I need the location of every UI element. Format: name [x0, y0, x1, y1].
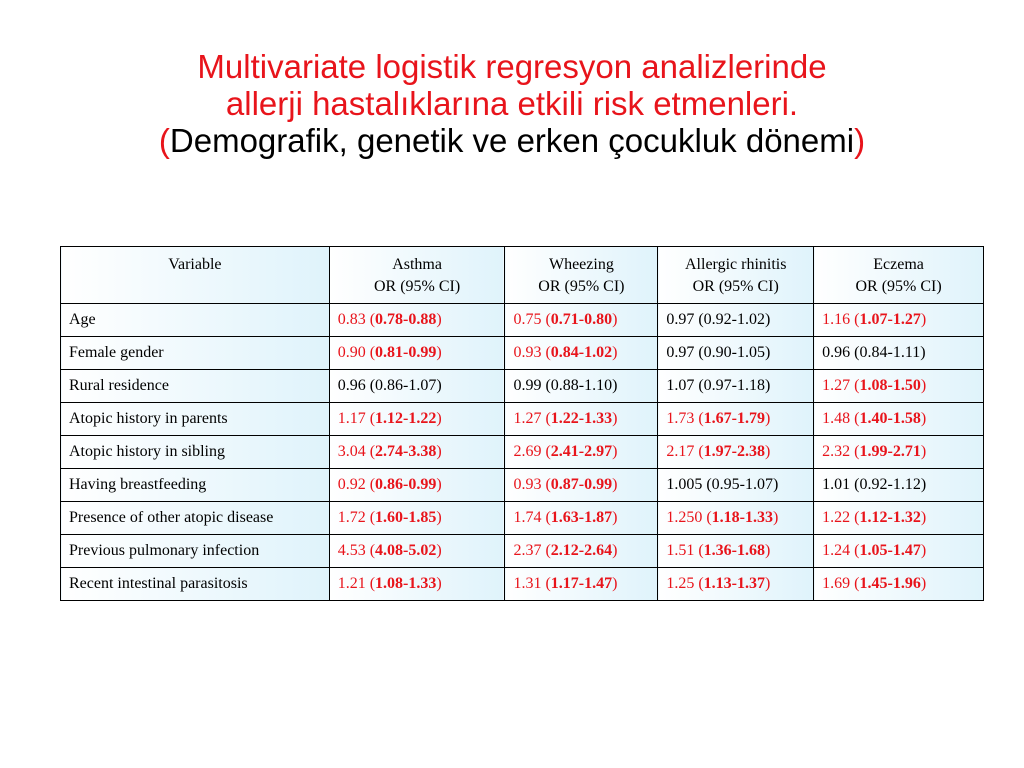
or-ci-cell: 1.73 (1.67-1.79)	[658, 403, 814, 436]
odds-ratio: 0.97	[666, 311, 695, 328]
odds-ratio: 3.04	[337, 443, 366, 460]
column-header-subtitle: OR (95% CI)	[373, 278, 461, 295]
or-ci-cell: 0.96 (0.86-1.07)	[329, 370, 505, 403]
or-ci-cell: 0.93 (0.84-1.02)	[505, 337, 658, 370]
odds-ratio: 1.24	[822, 542, 851, 559]
column-header-name: Asthma	[392, 256, 442, 273]
confidence-interval: 0.78-0.88	[375, 311, 437, 328]
table-row	[61, 469, 984, 502]
odds-ratio: 1.250	[666, 509, 703, 526]
confidence-interval: 0.84-1.11	[859, 344, 921, 361]
confidence-interval: 0.88-1.10	[550, 377, 613, 394]
odds-ratio: 1.27	[822, 377, 851, 394]
odds-ratio: 0.83	[337, 311, 366, 328]
confidence-interval: 0.81-0.99	[375, 344, 437, 361]
or-ci-cell: 2.69 (2.41-2.97)	[505, 436, 658, 469]
column-header-1	[329, 247, 505, 304]
odds-ratio: 1.74	[513, 509, 542, 526]
confidence-interval: 1.45-1.96	[859, 575, 921, 592]
odds-ratio: 1.73	[666, 410, 695, 427]
variable-cell: Age	[61, 304, 330, 337]
or-ci-cell: 0.97 (0.90-1.05)	[658, 337, 814, 370]
or-ci-cell: 0.90 (0.81-0.99)	[329, 337, 505, 370]
or-ci-cell: 0.97 (0.92-1.02)	[658, 304, 814, 337]
or-ci-cell: 1.72 (1.60-1.85)	[329, 502, 505, 535]
or-ci-cell: 0.83 (0.78-0.88)	[329, 304, 505, 337]
column-header-subtitle: OR (95% CI)	[855, 278, 942, 295]
column-header-name: Wheezing	[548, 256, 614, 273]
table-row	[61, 304, 984, 337]
confidence-interval: 1.97-2.38	[703, 443, 765, 460]
or-ci-cell: 0.92 (0.86-0.99)	[329, 469, 505, 502]
confidence-interval: 1.13-1.37	[703, 575, 765, 592]
odds-ratio: 2.32	[822, 443, 851, 460]
table-row	[61, 370, 984, 403]
variable-cell: Recent intestinal parasitosis	[61, 568, 330, 601]
confidence-interval: 1.17-1.47	[550, 575, 613, 592]
confidence-interval: 0.84-1.02	[550, 344, 613, 361]
odds-ratio: 1.69	[822, 575, 851, 592]
odds-ratio: 0.92	[337, 476, 366, 493]
confidence-interval: 1.40-1.58	[859, 410, 921, 427]
confidence-interval: 2.12-2.64	[550, 542, 613, 559]
variable-cell: Atopic history in sibling	[61, 436, 330, 469]
confidence-interval: 0.97-1.18	[703, 377, 765, 394]
column-header-4	[814, 247, 984, 304]
confidence-interval: 1.63-1.87	[550, 509, 613, 526]
column-header-name: Variable	[168, 256, 222, 273]
or-ci-cell: 1.25 (1.13-1.37)	[658, 568, 814, 601]
confidence-interval: 0.71-0.80	[550, 311, 613, 328]
or-ci-cell: 1.17 (1.12-1.22)	[329, 403, 505, 436]
variable-cell: Having breastfeeding	[61, 469, 330, 502]
odds-ratio: 0.97	[666, 344, 695, 361]
confidence-interval: 0.95-1.07	[711, 476, 773, 493]
variable-cell: Female gender	[61, 337, 330, 370]
table-row	[61, 535, 984, 568]
confidence-interval: 1.12-1.32	[859, 509, 921, 526]
or-ci-cell: 1.07 (0.97-1.18)	[658, 370, 814, 403]
or-ci-cell: 1.27 (1.08-1.50)	[814, 370, 984, 403]
confidence-interval: 2.74-3.38	[375, 443, 437, 460]
or-ci-cell: 2.17 (1.97-2.38)	[658, 436, 814, 469]
odds-ratio: 1.48	[822, 410, 851, 427]
table-row	[61, 337, 984, 370]
or-ci-cell: 1.31 (1.17-1.47)	[505, 568, 658, 601]
or-ci-cell: 1.74 (1.63-1.87)	[505, 502, 658, 535]
odds-ratio: 0.99	[513, 377, 542, 394]
variable-cell: Atopic history in parents	[61, 403, 330, 436]
title-paren-close: )	[854, 122, 866, 159]
title-line-1: Multivariate logistik regresyon analizlerinde	[197, 48, 827, 85]
or-ci-cell: 1.24 (1.05-1.47)	[814, 535, 984, 568]
or-ci-cell: 0.96 (0.84-1.11)	[814, 337, 984, 370]
confidence-interval: 1.05-1.47	[859, 542, 921, 559]
odds-ratio: 0.93	[513, 476, 542, 493]
odds-ratio: 1.21	[337, 575, 366, 592]
variable-cell: Rural residence	[61, 370, 330, 403]
odds-ratio: 0.75	[513, 311, 542, 328]
title-line-3-text: Demografik, genetik ve erken çocukluk dönemi	[169, 122, 855, 159]
or-ci-cell: 0.75 (0.71-0.80)	[505, 304, 658, 337]
column-header-name: Allergic rhinitis	[685, 256, 787, 273]
table-header-row	[61, 247, 984, 304]
confidence-interval: 1.08-1.50	[859, 377, 921, 394]
or-ci-cell: 2.37 (2.12-2.64)	[505, 535, 658, 568]
or-ci-cell: 1.48 (1.40-1.58)	[814, 403, 984, 436]
confidence-interval: 1.36-1.68	[703, 542, 765, 559]
odds-ratio: 1.005	[666, 476, 703, 493]
confidence-interval: 0.86-0.99	[375, 476, 437, 493]
odds-ratio: 2.69	[513, 443, 542, 460]
column-header-0	[61, 247, 330, 304]
confidence-interval: 1.60-1.85	[375, 509, 437, 526]
or-ci-cell: 3.04 (2.74-3.38)	[329, 436, 505, 469]
or-ci-cell: 1.21 (1.08-1.33)	[329, 568, 505, 601]
odds-ratio: 4.53	[337, 542, 366, 559]
or-ci-cell: 1.69 (1.45-1.96)	[814, 568, 984, 601]
title-line-3	[0, 122, 1024, 159]
confidence-interval: 2.41-2.97	[550, 443, 613, 460]
or-ci-cell: 1.01 (0.92-1.12)	[814, 469, 984, 502]
odds-ratio: 1.31	[513, 575, 542, 592]
column-header-2	[505, 247, 658, 304]
odds-ratio: 1.22	[822, 509, 851, 526]
column-header-3	[658, 247, 814, 304]
confidence-interval: 1.12-1.22	[375, 410, 437, 427]
confidence-interval: 1.67-1.79	[703, 410, 765, 427]
or-ci-cell: 1.250 (1.18-1.33)	[658, 502, 814, 535]
confidence-interval: 0.86-1.07	[375, 377, 437, 394]
confidence-interval: 0.92-1.12	[859, 476, 921, 493]
or-ci-cell: 0.99 (0.88-1.10)	[505, 370, 658, 403]
column-header-subtitle: OR (95% CI)	[692, 278, 779, 295]
odds-ratio: 1.07	[666, 377, 695, 394]
or-ci-cell: 1.005 (0.95-1.07)	[658, 469, 814, 502]
confidence-interval: 0.90-1.05	[703, 344, 765, 361]
confidence-interval: 1.99-2.71	[859, 443, 921, 460]
odds-ratio: 0.93	[513, 344, 542, 361]
confidence-interval: 1.07-1.27	[859, 311, 921, 328]
column-header-subtitle: OR (95% CI)	[538, 278, 625, 295]
odds-ratio: 1.16	[822, 311, 851, 328]
odds-ratio: 0.96	[337, 377, 366, 394]
confidence-interval: 0.87-0.99	[550, 476, 613, 493]
title-line-2: allerji hastalıklarına etkili risk etmenleri.	[225, 85, 799, 122]
odds-ratio: 1.51	[666, 542, 695, 559]
title-paren-open: (	[158, 122, 170, 159]
odds-ratio: 1.01	[822, 476, 851, 493]
or-ci-cell: 2.32 (1.99-2.71)	[814, 436, 984, 469]
slide-title	[0, 48, 1024, 159]
confidence-interval: 1.22-1.33	[550, 410, 613, 427]
table-row	[61, 436, 984, 469]
odds-ratio: 1.17	[337, 410, 366, 427]
variable-cell: Presence of other atopic disease	[61, 502, 330, 535]
confidence-interval: 0.92-1.02	[703, 311, 765, 328]
or-ci-cell: 1.27 (1.22-1.33)	[505, 403, 658, 436]
or-ci-cell: 4.53 (4.08-5.02)	[329, 535, 505, 568]
odds-ratio: 1.25	[666, 575, 695, 592]
odds-ratio: 1.27	[513, 410, 542, 427]
odds-ratio: 2.17	[666, 443, 695, 460]
confidence-interval: 4.08-5.02	[375, 542, 437, 559]
confidence-interval: 1.18-1.33	[711, 509, 773, 526]
confidence-interval: 1.08-1.33	[375, 575, 437, 592]
table-row	[61, 502, 984, 535]
column-header-name: Eczema	[873, 256, 924, 273]
or-ci-cell: 1.51 (1.36-1.68)	[658, 535, 814, 568]
odds-ratio: 0.90	[337, 344, 366, 361]
table-row	[61, 568, 984, 601]
risk-factor-table	[60, 246, 984, 601]
odds-ratio: 0.96	[822, 344, 851, 361]
table-row	[61, 403, 984, 436]
table-body	[61, 304, 984, 601]
variable-cell: Previous pulmonary infection	[61, 535, 330, 568]
or-ci-cell: 0.93 (0.87-0.99)	[505, 469, 658, 502]
or-ci-cell: 1.16 (1.07-1.27)	[814, 304, 984, 337]
odds-ratio: 2.37	[513, 542, 542, 559]
odds-ratio: 1.72	[337, 509, 366, 526]
or-ci-cell: 1.22 (1.12-1.32)	[814, 502, 984, 535]
